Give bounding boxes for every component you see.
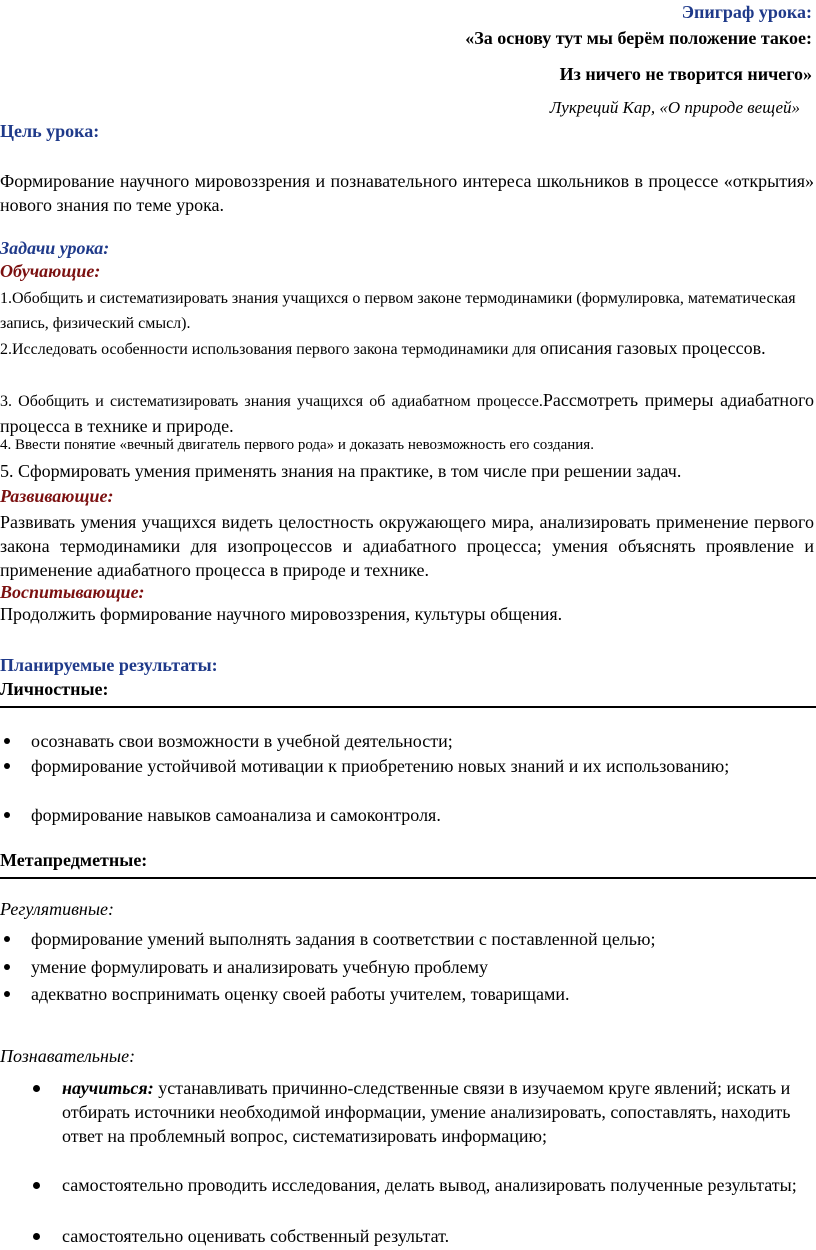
meta-heading: Метапредметные: (0, 850, 148, 870)
cognitive-item-3: самостоятельно оценивать собственный результат. (62, 1226, 450, 1246)
regulatory-item-2: умение формулировать и анализировать учебную проблему (31, 957, 488, 977)
results-heading: Планируемые результаты: (0, 655, 218, 675)
bullet-icon (4, 936, 10, 942)
personal-item-3: формирование навыков самоанализа и самоконтроля. (31, 805, 441, 825)
bullet-icon (4, 738, 10, 744)
task-item-2-part-b: описания газовых процессов. (539, 338, 766, 358)
developing-text: Развивать умения учащихся видеть целостность окружающего мира, анализировать применение первого закона термодинамики для изопроцессов и адиабатного процесса; умения объяснять проявление и применение адиабатного процесса в природе и технике. (0, 512, 814, 580)
task-item-2-part-a: 2.Исследовать особенности использования первого закона термодинамики для (0, 341, 540, 358)
task-item-1: 1.Обобщить и систематизировать знания учащихся о первом законе термодинамики (формулировка, математическая запись, физический смысл). (0, 290, 796, 332)
developing-heading: Развивающие: (0, 486, 114, 506)
divider-line (0, 706, 816, 708)
epigraph-line-2: Из ничего не творится ничего» (559, 64, 812, 84)
goal-heading: Цель урока: (0, 121, 100, 141)
task-item-3-part-b: Рассмотреть примеры адиабатного процесса в технике и природе. (0, 390, 814, 436)
divider-line (0, 877, 816, 879)
task-item-2 (0, 335, 810, 363)
epigraph-heading: Эпиграф урока: (681, 2, 812, 22)
personal-item-1: осознавать свои возможности в учебной деятельности; (31, 731, 453, 751)
cognitive-item-1-text: устанавливать причинно-следственные связи в изучаемом круге явлений; искать и отбирать источники необходимой информации, умение анализировать, сопоставлять, находить ответ на проблемный вопрос, систематизировать информацию; (62, 1078, 791, 1146)
bullet-icon (4, 763, 10, 769)
teaching-heading: Обучающие: (0, 261, 101, 281)
bullet-icon (33, 1233, 40, 1240)
task-item-3 (0, 388, 814, 440)
cognitive-item-2: самостоятельно проводить исследования, делать вывод, анализировать полученные результаты; (62, 1175, 797, 1195)
regulatory-item-1: формирование умений выполнять задания в соответствии с поставленной целью; (31, 929, 656, 949)
regulatory-heading: Регулятивные: (0, 899, 114, 919)
bullet-icon (4, 964, 10, 970)
personal-heading: Личностные: (0, 679, 109, 699)
bullet-icon (33, 1182, 40, 1189)
regulatory-item-3: адекватно воспринимать оценку своей работы учителем, товарищами. (31, 984, 570, 1004)
tasks-heading: Задачи урока: (0, 238, 110, 258)
personal-item-2: формирование устойчивой мотивации к приобретению новых знаний и их использованию; (31, 756, 730, 776)
bullet-icon (33, 1085, 40, 1092)
task-item-5: 5. Сформировать умения применять знания на практике, в том числе при решении задач. (0, 461, 682, 481)
bullet-icon (4, 812, 10, 818)
goal-text: Формирование научного мировоззрения и познавательного интереса школьников в процессе «открытия» нового знания по теме урока. (0, 171, 814, 215)
cognitive-item-1 (62, 1076, 797, 1148)
task-item-3-part-a: 3. Обобщить и систематизировать знания учащихся об адиабатном процессе. (0, 393, 543, 410)
task-item-4: 4. Ввести понятие «вечный двигатель первого рода» и доказать невозможность его создания. (0, 437, 594, 453)
educating-text: Продолжить формирование научного мировоззрения, культуры общения. (0, 604, 563, 624)
educating-heading: Воспитывающие: (0, 582, 145, 602)
epigraph-author: Лукреций Кар, «О природе вещей» (549, 98, 800, 117)
cognitive-heading: Познавательные: (0, 1046, 136, 1066)
epigraph-line-1: «За основу тут мы берём положение такое: (465, 28, 812, 48)
bullet-icon (4, 991, 10, 997)
cognitive-item-1-lead: научиться: (62, 1078, 154, 1098)
